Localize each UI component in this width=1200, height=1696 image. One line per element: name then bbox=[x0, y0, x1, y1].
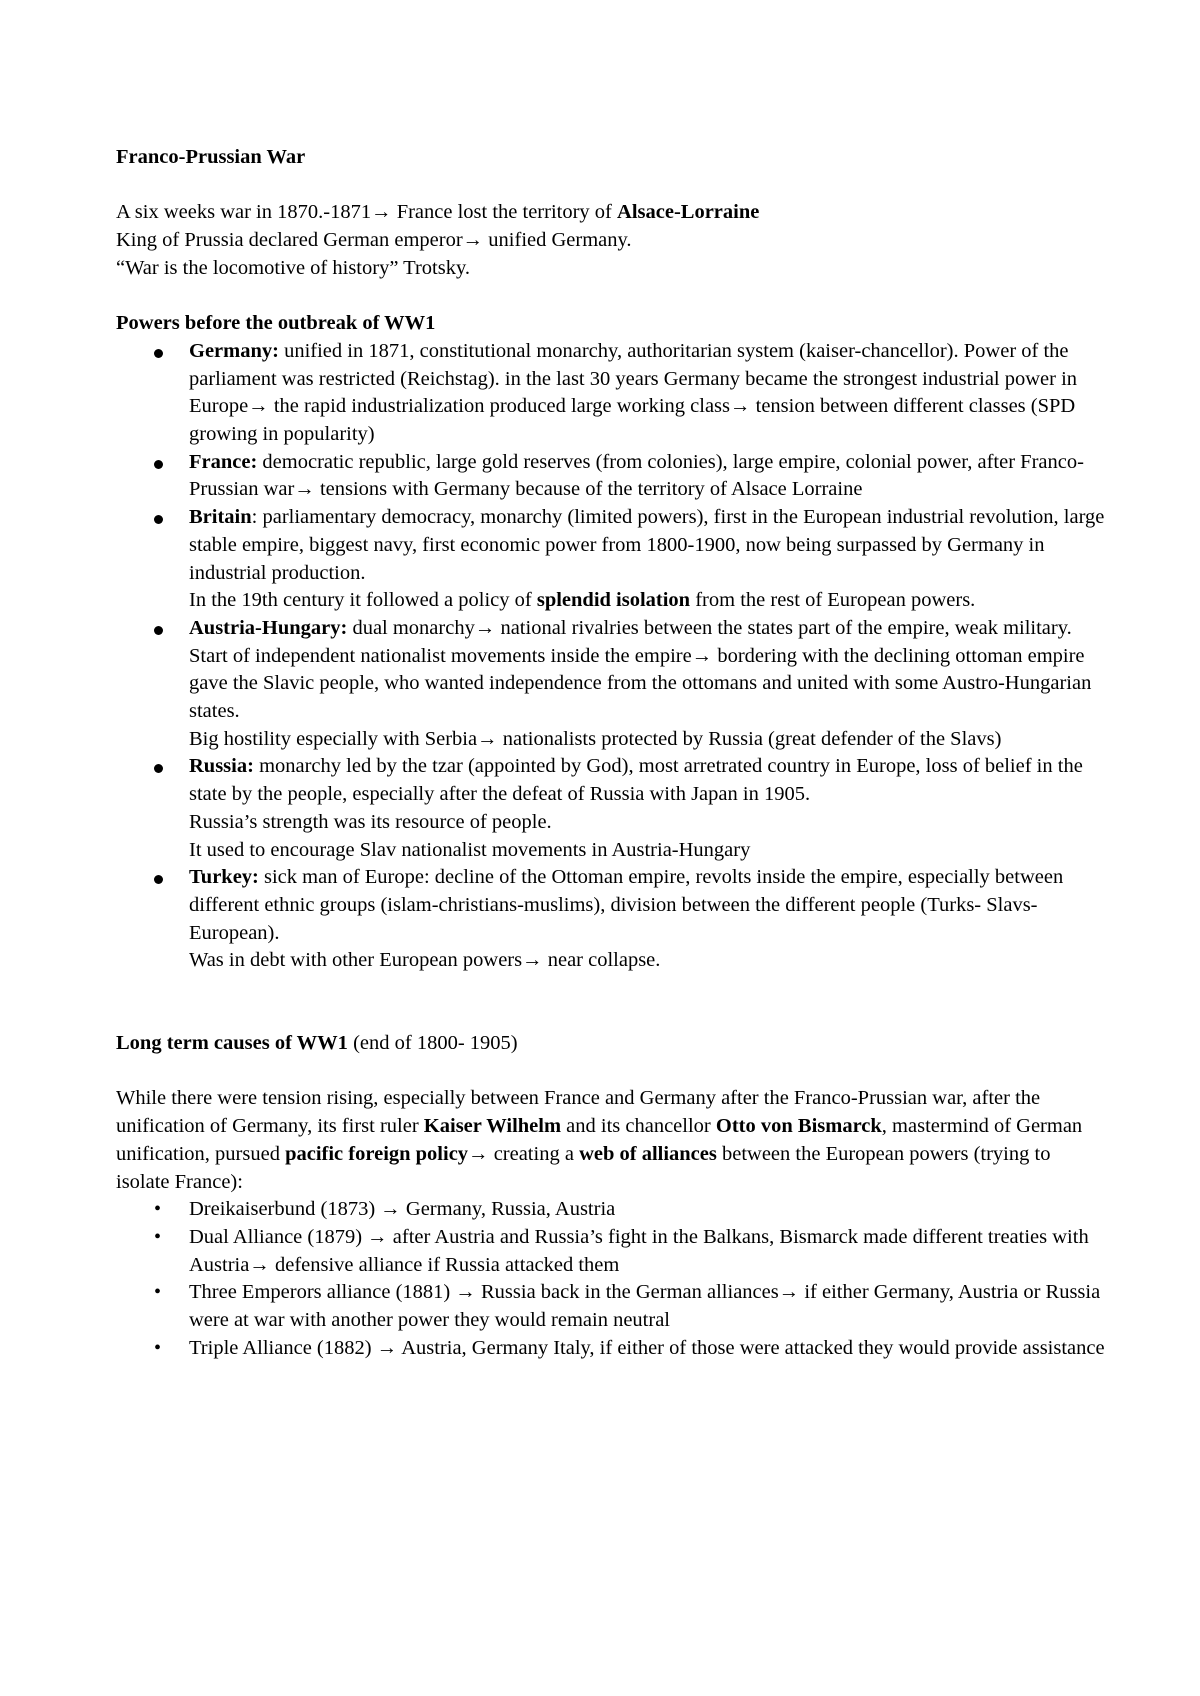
spacer bbox=[116, 172, 1106, 200]
heading-franco-prussian-war bbox=[116, 144, 1106, 172]
causes-paragraph bbox=[116, 1085, 1106, 1196]
causes-text: between the European powers (trying to isolate France): bbox=[116, 1142, 1051, 1193]
list-item-russia bbox=[116, 753, 1106, 864]
heading-text: Franco-Prussian War bbox=[116, 146, 306, 168]
britain-para bbox=[189, 504, 1106, 587]
russia-para-2: Russia’s strength was its resource of people. bbox=[189, 810, 552, 833]
russia-para bbox=[189, 753, 1106, 808]
austria-para-2: Start of independent nationalist movements inside the empire→ bordering with the declining ottoman empire gave the Slavic people, who wanted independence from the ottomans and united with some Austro-Hungarian states. bbox=[189, 644, 1092, 723]
austria-label: Austria-Hungary: bbox=[189, 616, 348, 639]
britain-text: : parliamentary democracy, monarchy (limited powers), first in the European industrial revolution, large stable empire, biggest navy, first economic power from 1800-1900, now being surpassed by Germany in industrial production. bbox=[189, 506, 1105, 584]
heading-long-term-causes bbox=[116, 1030, 1106, 1058]
france-para bbox=[189, 449, 1106, 504]
russia-para-3: It used to encourage Slav nationalist movements in Austria-Hungary bbox=[189, 838, 751, 861]
document-body bbox=[116, 144, 1106, 1362]
turkey-text: sick man of Europe: decline of the Ottoman empire, revolts inside the empire, especially between different ethnic groups (islam-christians-muslims), division between the different people (Turks- Slavs- European). bbox=[189, 866, 1064, 944]
franco-line-1-text: A six weeks war in 1870.-1871→ France lost the territory of bbox=[116, 201, 618, 224]
causes-text: and its chancellor bbox=[561, 1115, 716, 1138]
list-item-france bbox=[116, 449, 1106, 504]
powers-list bbox=[116, 338, 1106, 975]
britain-label: Britain bbox=[189, 506, 252, 529]
list-item-turkey bbox=[116, 864, 1106, 975]
germany-label: Germany: bbox=[189, 339, 279, 362]
causes-text: , mastermind of German unification, pursued bbox=[116, 1115, 1083, 1165]
list-item-dual-alliance: • Dual Alliance (1879) → after Austria and Russia’s fight in the Balkans, Bismarck made different treaties with Austria→ defensive alliance if Russia attacked them bbox=[116, 1224, 1106, 1279]
alsace-lorraine-bold: Alsace-Lorraine bbox=[617, 201, 760, 224]
spacer bbox=[116, 975, 1106, 1030]
heading-powers bbox=[116, 310, 1106, 338]
franco-line-2: King of Prussia declared German emperor→ unified Germany. bbox=[116, 229, 632, 252]
austria-para bbox=[189, 615, 1106, 643]
austria-para-3: Big hostility especially with Serbia→ nationalists protected by Russia (great defender of the Slavs) bbox=[189, 727, 1002, 750]
list-item-britain bbox=[116, 504, 1106, 615]
alliances-list bbox=[116, 1196, 1106, 1362]
web-of-alliances-bold: web of alliances bbox=[579, 1142, 717, 1165]
heading-text: Powers before the outbreak of WW1 bbox=[116, 312, 436, 335]
britain-para-2 bbox=[189, 587, 1106, 615]
list-item-dreikaiserbund: • Dreikaiserbund (1873) → Germany, Russia, Austria bbox=[116, 1196, 1106, 1224]
germany-text: unified in 1871, constitutional monarchy, authoritarian system (kaiser-chancellor). Power of the parliament was restricted (Reichstag). in the last 30 years Germany became the strongest industrial power in Europe→ the rapid industrialization produced large working class→ tension between different classes (SPD growing in popularity) bbox=[189, 339, 1078, 445]
causes-text: → creating a bbox=[468, 1142, 580, 1165]
spacer bbox=[116, 1058, 1106, 1086]
britain-p2-text-end: from the rest of European powers. bbox=[690, 589, 976, 612]
list-item-three-emperors-alliance: • Three Emperors alliance (1881) → Russia back in the German alliances→ if either Germany, Austria or Russia were at war with another power they would remain neutral bbox=[116, 1279, 1106, 1334]
russia-text: monarchy led by the tzar (appointed by God), most arretrated country in Europe, loss of belief in the state by the people, especially after the defeat of Russia with Japan in 1905. bbox=[189, 755, 1083, 806]
trotsky-quote: “War is the locomotive of history” Trotsky. bbox=[116, 256, 471, 279]
britain-p2-text: In the 19th century it followed a policy of bbox=[189, 589, 537, 612]
franco-line-1 bbox=[116, 199, 1106, 227]
list-item-triple-alliance: • Triple Alliance (1882) → Austria, Germany Italy, if either of those were attacked they would provide assistance bbox=[116, 1335, 1106, 1363]
france-label: France: bbox=[189, 450, 258, 473]
otto-von-bismarck-bold: Otto von Bismarck bbox=[715, 1115, 882, 1138]
heading-text: Long term causes of WW1 bbox=[116, 1032, 348, 1055]
france-text: democratic republic, large gold reserves (from colonies), large empire, colonial power, after Franco-Prussian war→ tensions with Germany because of the territory of Alsace Lorraine bbox=[189, 450, 1084, 501]
turkey-label: Turkey: bbox=[189, 866, 259, 889]
list-item-germany bbox=[116, 338, 1106, 449]
turkey-para-2: Was in debt with other European powers→ near collapse. bbox=[189, 949, 661, 972]
germany-para bbox=[189, 338, 1106, 449]
russia-label: Russia: bbox=[189, 755, 254, 778]
spacer bbox=[116, 283, 1106, 311]
heading-suffix: (end of 1800- 1905) bbox=[347, 1032, 518, 1055]
causes-text: While there were tension rising, especially between France and Germany after the Franco-Prussian war, after the unification of Germany, its first ruler bbox=[116, 1087, 1041, 1138]
austria-text: dual monarchy→ national rivalries between the states part of the empire, weak military. bbox=[347, 616, 1072, 639]
pacific-foreign-policy-bold: pacific foreign policy bbox=[285, 1142, 469, 1165]
splendid-isolation-bold: splendid isolation bbox=[536, 589, 691, 612]
turkey-para bbox=[189, 864, 1106, 947]
kaiser-wilhelm-bold: Kaiser Wilhelm bbox=[423, 1115, 562, 1138]
list-item-austria-hungary bbox=[116, 615, 1106, 754]
